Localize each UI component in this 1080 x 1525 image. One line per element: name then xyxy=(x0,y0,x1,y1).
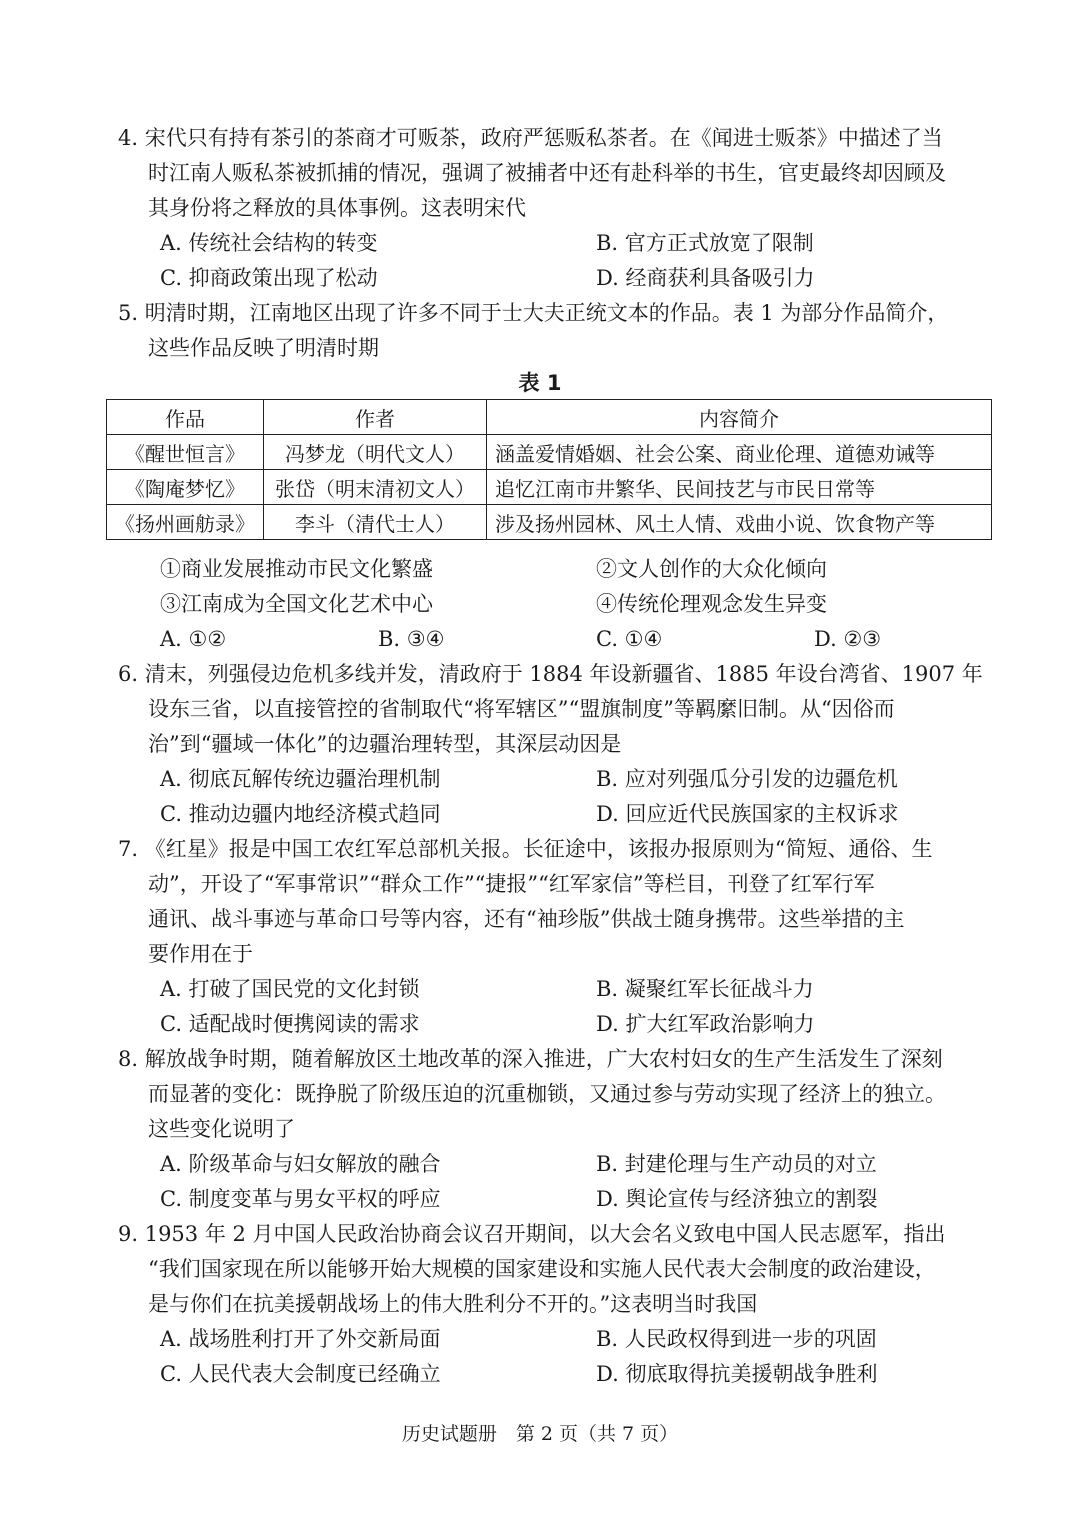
question-7-stem-line: 要作用在于 xyxy=(148,942,253,966)
table-cell-author: 李斗（清代士人） xyxy=(264,505,487,540)
question-8-option-b[interactable]: B. 封建伦理与生产动员的对立 xyxy=(596,1152,877,1176)
works-table xyxy=(106,399,992,540)
question-9-stem-line: 9. 1953 年 2 月中国人民政治协商会议召开期间，以大会名义致电中国人民志愿军，指出 xyxy=(118,1222,946,1246)
question-4-option-a[interactable]: A. 传统社会结构的转变 xyxy=(160,231,378,255)
table-header-cell: 作品 xyxy=(107,400,264,435)
question-7-option-d[interactable]: D. 扩大红军政治影响力 xyxy=(596,1012,815,1036)
question-5-statement-3: ③江南成为全国文化艺术中心 xyxy=(160,592,433,616)
question-6-stem-line: 治”到“疆域一体化”的边疆治理转型，其深层动因是 xyxy=(148,732,622,756)
table-header-cell: 作者 xyxy=(264,400,487,435)
table-header-row xyxy=(107,400,992,435)
question-5 xyxy=(118,296,978,366)
question-5-option-d[interactable]: D. ②③ xyxy=(814,627,882,651)
question-9-stem-line: 是与你们在抗美援朝战场上的伟大胜利分不开的。”这表明当时我国 xyxy=(148,1292,758,1316)
table-cell-summary: 涵盖爱情婚姻、社会公案、商业伦理、道德劝诫等 xyxy=(487,435,992,470)
table-title: 表 1 xyxy=(518,371,562,395)
question-7-stem-line: 通讯、战斗事迹与革命口号等内容，还有“袖珍版”供战士随身携带。这些举措的主 xyxy=(148,907,905,931)
question-8-stem-line: 而显著的变化：既挣脱了阶级压迫的沉重枷锁，又通过参与劳动实现了经济上的独立。 xyxy=(148,1082,946,1106)
table-cell-work: 《陶庵梦忆》 xyxy=(107,470,264,505)
question-9-stem-line: “我们国家现在所以能够开始大规模的国家建设和实施人民代表大会制度的政治建设， xyxy=(148,1257,936,1281)
question-5-statement-1: ①商业发展推动市民文化繁盛 xyxy=(160,557,433,581)
table-header-cell: 内容简介 xyxy=(487,400,992,435)
table-cell-work: 《扬州画舫录》 xyxy=(107,505,264,540)
question-7-stem-line: 动”，开设了“军事常识”“群众工作”“捷报”“红军家信”等栏目，刊登了红军行军 xyxy=(148,872,875,896)
question-5-stem-line: 5. 明清时期，江南地区出现了许多不同于士大夫正统文本的作品。表 1 为部分作品简介， xyxy=(118,301,949,325)
question-6-option-b[interactable]: B. 应对列强瓜分引发的边疆危机 xyxy=(596,767,898,791)
table-row xyxy=(107,505,992,540)
question-9-option-a[interactable]: A. 战场胜利打开了外交新局面 xyxy=(160,1327,441,1351)
question-7-option-c[interactable]: C. 适配战时便携阅读的需求 xyxy=(160,1012,420,1036)
question-6-stem-line: 6. 清末，列强侵边危机多线并发，清政府于 1884 年设新疆省、1885 年设台湾省、1907 年 xyxy=(118,662,983,686)
question-8 xyxy=(118,1042,978,1147)
question-5-statement-2: ②文人创作的大众化倾向 xyxy=(596,557,827,581)
table-cell-summary: 涉及扬州园林、风土人情、戏曲小说、饮食物产等 xyxy=(487,505,992,540)
question-7-stem-line: 7. 《红星》报是中国工农红军总部机关报。长征途中，该报办报原则为“简短、通俗、生 xyxy=(118,837,933,861)
question-5-option-b[interactable]: B. ③④ xyxy=(378,627,445,651)
table-cell-summary: 追忆江南市井繁华、民间技艺与市民日常等 xyxy=(487,470,992,505)
question-8-option-c[interactable]: C. 制度变革与男女平权的呼应 xyxy=(160,1187,441,1211)
question-7-option-a[interactable]: A. 打破了国民党的文化封锁 xyxy=(160,977,420,1001)
question-5-option-c[interactable]: C. ①④ xyxy=(596,627,663,651)
page-footer: 历史试题册 第 2 页（共 7 页） xyxy=(401,1423,679,1445)
question-4 xyxy=(118,121,978,226)
question-8-option-d[interactable]: D. 舆论宣传与经济独立的割裂 xyxy=(596,1187,878,1211)
question-6-option-a[interactable]: A. 彻底瓦解传统边疆治理机制 xyxy=(160,767,441,791)
question-6-option-d[interactable]: D. 回应近代民族国家的主权诉求 xyxy=(596,802,899,826)
question-4-stem-line: 其身份将之释放的具体事例。这表明宋代 xyxy=(148,196,526,220)
question-6-option-c[interactable]: C. 推动边疆内地经济模式趋同 xyxy=(160,802,441,826)
question-7-option-b[interactable]: B. 凝聚红军长征战斗力 xyxy=(596,977,814,1001)
question-7 xyxy=(118,832,978,972)
table-cell-author: 冯梦龙（明代文人） xyxy=(264,435,487,470)
question-9-option-c[interactable]: C. 人民代表大会制度已经确立 xyxy=(160,1362,441,1386)
question-9 xyxy=(118,1217,978,1322)
question-5-stem-line: 这些作品反映了明清时期 xyxy=(148,336,379,360)
question-4-option-d[interactable]: D. 经商获利具备吸引力 xyxy=(596,266,815,290)
table-row xyxy=(107,470,992,505)
question-9-option-b[interactable]: B. 人民政权得到进一步的巩固 xyxy=(596,1327,877,1351)
question-4-stem-line: 时江南人贩私茶被抓捕的情况，强调了被捕者中还有赴科举的书生，官吏最终却因顾及 xyxy=(148,161,946,185)
question-9-option-d[interactable]: D. 彻底取得抗美援朝战争胜利 xyxy=(596,1362,878,1386)
table-row xyxy=(107,435,992,470)
question-4-option-c[interactable]: C. 抑商政策出现了松动 xyxy=(160,266,378,290)
question-4-option-b[interactable]: B. 官方正式放宽了限制 xyxy=(596,231,814,255)
question-5-statement-4: ④传统伦理观念发生异变 xyxy=(596,592,827,616)
question-8-stem-line: 8. 解放战争时期，随着解放区土地改革的深入推进，广大农村妇女的生产生活发生了深刻 xyxy=(118,1047,943,1071)
question-4-stem-line: 4. 宋代只有持有茶引的茶商才可贩茶，政府严惩贩私茶者。在《闻进士贩茶》中描述了当 xyxy=(118,126,943,150)
question-8-option-a[interactable]: A. 阶级革命与妇女解放的融合 xyxy=(160,1152,441,1176)
table-cell-work: 《醒世恒言》 xyxy=(107,435,264,470)
table-cell-author: 张岱（明末清初文人） xyxy=(264,470,487,505)
question-6 xyxy=(118,657,983,762)
question-8-stem-line: 这些变化说明了 xyxy=(148,1117,295,1141)
question-6-stem-line: 设东三省，以直接管控的省制取代“将军辖区”“盟旗制度”等羁縻旧制。从“因俗而 xyxy=(148,697,895,721)
question-5-option-a[interactable]: A. ①② xyxy=(160,627,227,651)
